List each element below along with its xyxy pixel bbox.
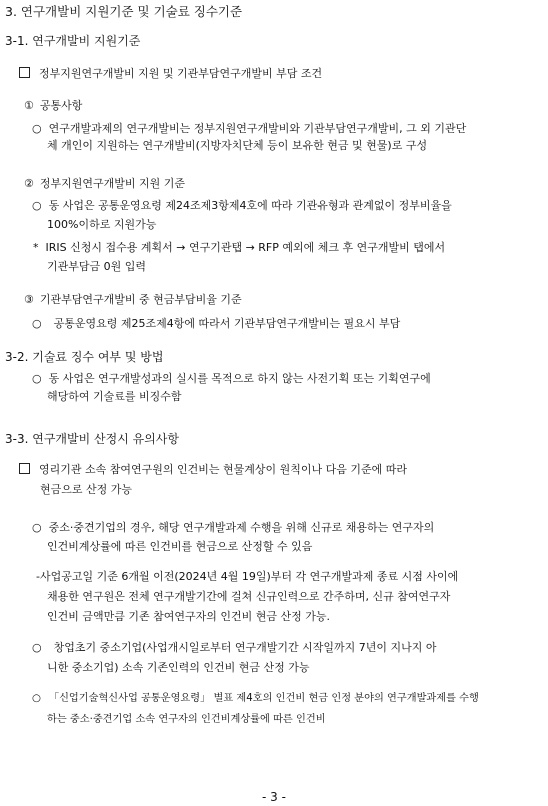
bullet-text-line: ○ 동 사업은 연구개발성과의 실시를 목적으로 하지 않는 사전기획 또는 기획연구에: [32, 372, 431, 385]
subsection-common: [24, 99, 82, 113]
section-3-3-heading: 3-3. 연구개발비 산정시 유의사항: [5, 432, 179, 446]
bullet-text-line: ○ 「신업기술혁신사업 공통운영요령」 별표 제4호의 인건비 현금 인정 분야의 연구개발과제를 수행: [32, 693, 479, 704]
box-item-text: 정부지원연구개발비 지원 및 기관부담연구개발비 부담 조건: [39, 67, 323, 80]
dash-text-continuation: 인건비 금액만큼 기존 참여연구자의 인건비 현금 산정 가능.: [47, 610, 330, 623]
box-item-labor-cost: 영리기관 소속 참여연구원의 인건비는 현물계상이 원칙이나 다음 기준에 따라: [19, 463, 407, 477]
box-item-continuation: 현금으로 산정 가능: [40, 483, 133, 496]
dash-text-line: -사업공고일 기준 6개월 이전(2024년 4월 19일)부터 각 연구개발과제 종료 시점 사이에: [36, 570, 459, 583]
bullet-text-line: ○ 동 사업은 공통운영요령 제24조제3항제4호에 따라 기관유형과 관계없이 정부비율을: [32, 199, 452, 212]
subsection-gov-funding: [24, 177, 185, 191]
subsection-label: 공통사항: [39, 99, 83, 112]
bullet-circle: ○: [32, 693, 41, 704]
circled-number-2: ②: [24, 177, 34, 190]
checkbox-square-icon: [19, 463, 30, 474]
section-3-1-heading: 3-1. 연구개발비 지원기준: [5, 34, 141, 48]
bullet-circle: ○: [32, 372, 42, 385]
box-item-funding-conditions: [19, 67, 322, 81]
page-title: 3. 연구개발비 지원기준 및 기술료 징수기준: [5, 4, 243, 19]
bullet-text-line: ○ 공통운영요령 제25조제4항에 따라서 기관부담연구개발비는 필요시 부담: [32, 317, 401, 330]
dash-text-continuation: 채용한 연구원은 전체 연구개발기간에 걸쳐 신규인력으로 간주하며, 신규 참여연구자: [47, 590, 451, 603]
section-3-2-heading: 3-2. 기술료 징수 여부 및 방법: [5, 350, 164, 364]
note-continuation: 기관부담금 0원 입력: [47, 260, 146, 273]
note-line: * IRIS 신청시 접수용 계획서 → 연구기관탭 → RFP 예외에 체크 후 연구개발비 탭에서: [33, 241, 446, 254]
bullet-text-continuation: 100%이하로 지원가능: [47, 218, 157, 231]
checkbox-square-icon: [19, 67, 30, 78]
bullet-text-continuation: 해당하여 기술료를 비징수함: [47, 390, 182, 403]
page-number: - 3 -: [262, 790, 286, 804]
bullet-text-line: ○ 중소·중견기업의 경우, 해당 연구개발과제 수행을 위해 신규로 채용하는 연구자의: [32, 521, 435, 534]
bullet-text-continuation: 하는 중소·중견기업 소속 연구자의 인건비계상률에 따른 인건비: [47, 714, 326, 725]
bullet-text-continuation: 체 개인이 지원하는 연구개발비(지방자치단체 등이 보유한 현금 및 현물)로 구성: [47, 139, 428, 152]
bullet-text-line: ○ 연구개발과제의 연구개발비는 정부지원연구개발비와 기관부담연구개발비, 그 외 기관단: [32, 122, 467, 135]
circled-number-1: ①: [24, 99, 34, 112]
bullet-circle: ○: [32, 521, 42, 534]
bullet-circle: ○: [32, 199, 42, 212]
subsection-label: 기관부담연구개발비 중 현금부담비율 기준: [39, 293, 242, 306]
asterisk-mark: *: [33, 241, 39, 254]
subsection-cash-ratio: [24, 293, 242, 307]
bullet-text-continuation: 니한 중소기업) 소속 기존인력의 인건비 현금 산정 가능: [47, 661, 310, 674]
bullet-circle: ○: [32, 122, 42, 135]
subsection-label: 정부지원연구개발비 지원 기준: [39, 177, 186, 190]
bullet-circle: ○: [32, 317, 42, 330]
circled-number-3: ③: [24, 293, 34, 306]
bullet-text-continuation: 인건비계상률에 따른 인건비를 현금으로 산정할 수 있음: [47, 540, 313, 553]
bullet-text-line: ○ 창업초기 중소기업(사업개시일로부터 연구개발기간 시작일까지 7년이 지나지 아: [32, 641, 437, 654]
bullet-circle: ○: [32, 641, 42, 654]
